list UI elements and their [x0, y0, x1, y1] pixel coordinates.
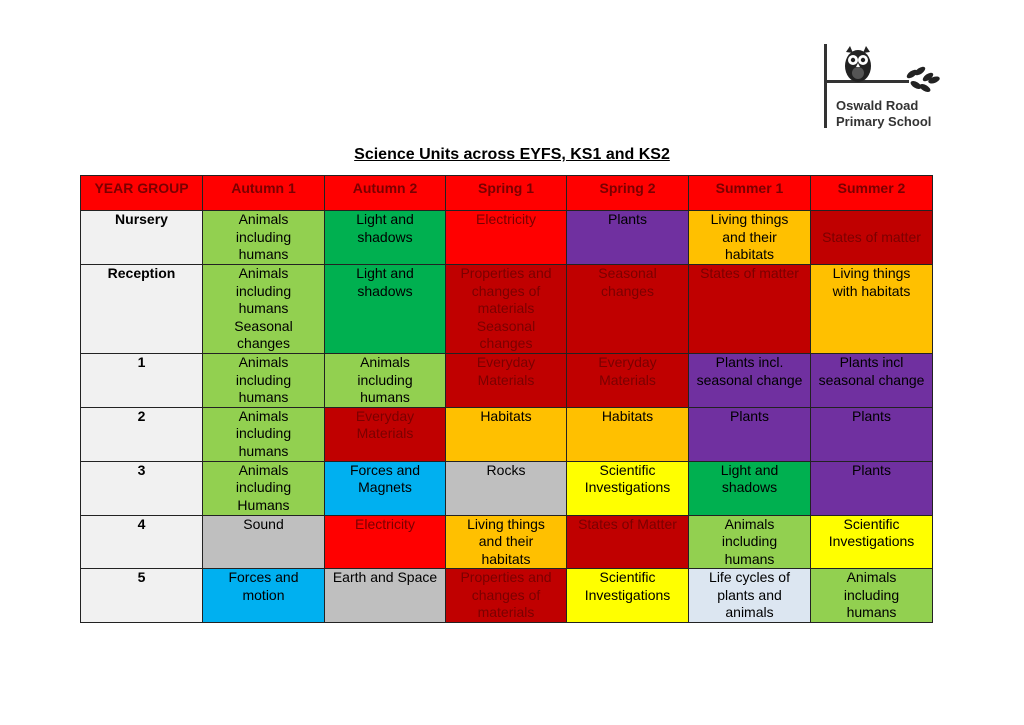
unit-text-line: Properties and	[460, 265, 552, 281]
unit-text-line: Living things	[710, 211, 789, 227]
unit-text-line: including	[235, 282, 292, 299]
unit-cell	[446, 569, 567, 623]
unit-text-line: Animals	[238, 407, 289, 424]
unit-text-line: Life cycles of	[709, 569, 790, 585]
header-term: Autumn 2	[325, 176, 446, 211]
unit-text-line: humans	[846, 604, 897, 620]
unit-cell	[811, 265, 933, 354]
unit-cell	[689, 265, 811, 354]
unit-text-line: motion	[242, 586, 285, 603]
unit-text-line: humans	[724, 550, 775, 567]
unit-cell	[446, 211, 567, 265]
unit-text-line: habitats	[481, 550, 531, 567]
unit-cell	[567, 211, 689, 265]
unit-cell	[689, 569, 811, 623]
unit-text-line: Habitats	[480, 407, 532, 424]
unit-cell	[811, 407, 933, 461]
unit-text-line: including	[235, 425, 292, 441]
unit-cell	[203, 515, 325, 569]
unit-text-line: Seasonal	[598, 265, 657, 281]
unit-text-line: Seasonal	[234, 317, 293, 334]
unit-text-line: Scientific	[599, 461, 656, 478]
header-term: Spring 2	[567, 176, 689, 211]
unit-text-line: habitats	[724, 246, 775, 262]
unit-text-line: Plants	[730, 407, 769, 424]
unit-text-line: Living things	[832, 265, 911, 281]
header-term: Spring 1	[446, 176, 567, 211]
unit-cell	[325, 407, 446, 461]
unit-cell	[203, 265, 325, 354]
unit-text-line: Sound	[243, 515, 284, 532]
unit-text-line: Scientific	[599, 569, 656, 585]
unit-text-line: Animals	[238, 354, 289, 370]
table-row	[81, 461, 933, 515]
unit-text-line: including	[235, 479, 292, 495]
unit-cell	[689, 211, 811, 265]
unit-text-line: shadows	[357, 282, 413, 299]
unit-cell	[689, 407, 811, 461]
unit-text-line: changes	[237, 335, 290, 351]
unit-cell	[689, 354, 811, 408]
unit-cell	[567, 354, 689, 408]
year-group-cell: 5	[81, 569, 203, 623]
unit-text-line: States of matter	[822, 228, 921, 245]
unit-cell	[325, 461, 446, 515]
year-group-cell: 3	[81, 461, 203, 515]
unit-text-line: Everyday	[476, 354, 536, 370]
unit-text-line: States of Matter	[578, 515, 677, 532]
year-group-cell: Nursery	[81, 211, 203, 265]
unit-text-line: including	[357, 371, 413, 388]
unit-text-line: materials	[477, 604, 535, 620]
unit-text-line: including	[843, 586, 900, 603]
unit-text-line: Light and	[356, 211, 414, 227]
unit-text-line: humans	[238, 300, 289, 316]
unit-text-line: with habitats	[832, 282, 911, 299]
unit-text-line: humans	[360, 389, 410, 405]
table-row	[81, 211, 933, 265]
unit-cell	[811, 569, 933, 623]
page-title: Science Units across EYFS, KS1 and KS2	[354, 146, 670, 163]
unit-cell	[325, 211, 446, 265]
header-year-group: YEAR GROUP	[81, 176, 203, 211]
unit-text-line: Animals	[846, 569, 897, 585]
unit-text-line: Magnets	[358, 479, 412, 495]
unit-text-line: Investigations	[584, 586, 671, 603]
table-row	[81, 515, 933, 569]
unit-cell	[203, 569, 325, 623]
unit-text-line: Living things	[467, 515, 545, 532]
unit-text-line: Earth and Space	[332, 569, 438, 585]
unit-cell	[203, 407, 325, 461]
unit-text-line: Plants incl	[839, 354, 904, 370]
unit-text-line: Plants	[852, 407, 891, 424]
header-term: Summer 2	[811, 176, 933, 211]
unit-text-line: animals	[725, 604, 774, 620]
unit-cell	[567, 461, 689, 515]
unit-cell	[567, 265, 689, 354]
unit-text-line: Electricity	[476, 211, 536, 227]
unit-cell	[811, 354, 933, 408]
unit-text-line: Investigations	[584, 479, 671, 495]
unit-cell	[811, 461, 933, 515]
unit-text-line: Animals	[360, 354, 410, 370]
unit-cell	[325, 569, 446, 623]
unit-text-line: Light and	[720, 461, 779, 478]
unit-text-line: Properties and	[460, 569, 552, 585]
unit-text-line: and their	[478, 533, 534, 549]
school-name-line2: Primary School	[836, 114, 932, 129]
unit-text-line: including	[235, 371, 292, 388]
unit-text-line: shadows	[721, 479, 778, 495]
year-group-cell: 2	[81, 407, 203, 461]
unit-text-line: Investigations	[828, 533, 915, 549]
table-row	[81, 407, 933, 461]
header-term: Autumn 1	[203, 176, 325, 211]
unit-cell	[325, 265, 446, 354]
unit-text-line: Forces and	[228, 569, 299, 585]
unit-text-line: Plants	[608, 211, 647, 227]
unit-text-line: changes of	[471, 282, 541, 299]
unit-text-line: Materials	[477, 371, 535, 388]
unit-text-line: materials	[477, 300, 535, 316]
header-term: Summer 1	[689, 176, 811, 211]
table-row	[81, 354, 933, 408]
unit-cell	[689, 461, 811, 515]
unit-cell	[567, 515, 689, 569]
unit-cell	[811, 515, 933, 569]
unit-text-line: changes	[479, 335, 533, 351]
unit-cell	[446, 265, 567, 354]
unit-text-line: plants and	[717, 586, 782, 603]
unit-text-line: including	[721, 533, 778, 549]
unit-text-line: Animals	[238, 265, 289, 281]
unit-text-line: Rocks	[486, 461, 526, 478]
unit-text-line: Humans	[237, 496, 290, 513]
school-name-line1: Oswald Road	[836, 98, 919, 113]
unit-text-line: humans	[238, 442, 289, 459]
unit-cell	[203, 211, 325, 265]
school-logo	[824, 44, 944, 130]
unit-cell	[811, 211, 933, 265]
science-units-table	[80, 175, 933, 623]
unit-cell	[567, 407, 689, 461]
unit-text-line: States of matter	[700, 265, 799, 281]
year-group-cell: 1	[81, 354, 203, 408]
unit-text-line: Everyday	[355, 407, 415, 424]
unit-text-line: Everyday	[598, 354, 657, 370]
unit-text-line: Animals	[724, 515, 775, 532]
unit-text-line: seasonal change	[696, 371, 803, 388]
unit-cell	[203, 354, 325, 408]
unit-cell	[446, 407, 567, 461]
year-group-cell: Reception	[81, 265, 203, 354]
unit-text-line: including	[235, 228, 292, 245]
unit-text-line: changes	[601, 282, 654, 299]
unit-text-line: Plants incl.	[715, 354, 784, 370]
unit-text-line: shadows	[357, 228, 413, 245]
unit-cell	[689, 515, 811, 569]
header-row	[81, 176, 933, 211]
table-row	[81, 265, 933, 354]
unit-text-line: humans	[238, 389, 289, 405]
table-body	[81, 211, 933, 623]
unit-cell	[325, 354, 446, 408]
unit-text-line: changes of	[471, 586, 541, 603]
unit-cell	[446, 515, 567, 569]
unit-text-line: Forces and	[349, 461, 421, 478]
unit-text-line: Materials	[356, 425, 414, 441]
unit-text-line: Animals	[238, 461, 289, 478]
unit-text-line: Seasonal	[476, 317, 536, 334]
table-row	[81, 569, 933, 623]
unit-text-line: and their	[722, 228, 777, 245]
unit-cell	[325, 515, 446, 569]
unit-text-line: Scientific	[843, 515, 900, 532]
unit-text-line: seasonal change	[818, 371, 925, 388]
unit-text-line: Animals	[238, 211, 289, 227]
unit-text-line: Habitats	[601, 407, 654, 424]
unit-cell	[203, 461, 325, 515]
year-group-cell: 4	[81, 515, 203, 569]
unit-text-line: Plants	[852, 461, 891, 478]
unit-text-line: Materials	[599, 371, 656, 388]
unit-text-line: humans	[238, 246, 289, 262]
unit-cell	[446, 354, 567, 408]
unit-text-line: Light and	[356, 265, 414, 281]
unit-cell	[446, 461, 567, 515]
unit-text-line: Electricity	[355, 515, 415, 532]
unit-cell	[567, 569, 689, 623]
